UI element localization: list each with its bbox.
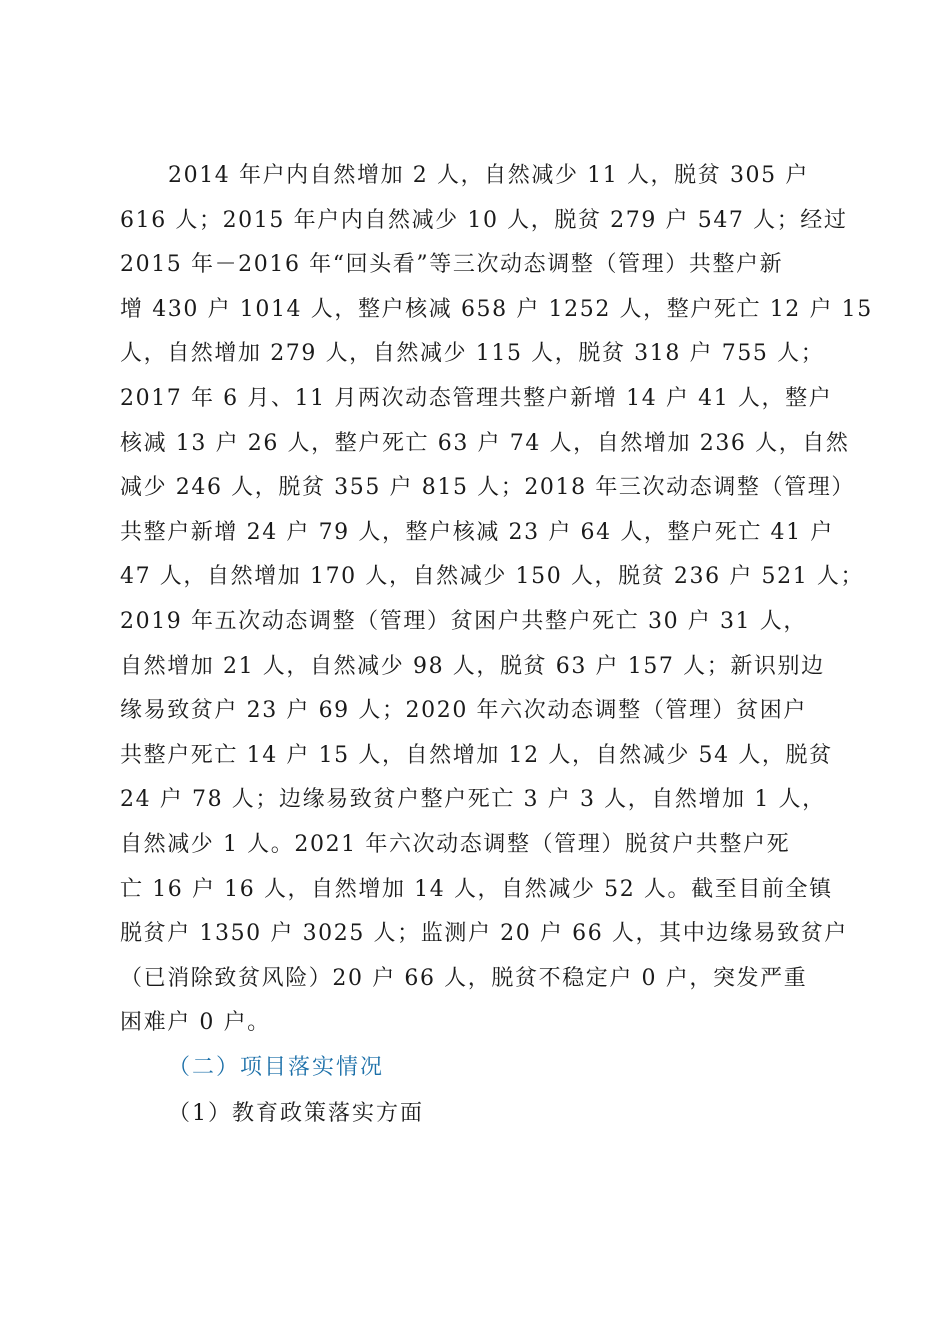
- paragraph-line: 2015 年－2016 年“回头看”等三次动态调整（管理）共整户新: [120, 252, 784, 278]
- sub-heading: （1）教育政策落实方面: [168, 1101, 424, 1126]
- paragraph-line: 自然增加 21 人，自然减少 98 人，脱贫 63 户 157 人；新识别边: [120, 653, 825, 679]
- paragraph-line: 脱贫户 1350 户 3025 人；监测户 20 户 66 人，其中边缘易致贫户: [120, 921, 848, 947]
- paragraph-line: 共整户新增 24 户 79 人，整户核减 23 户 64 人，整户死亡 41 户: [120, 519, 834, 545]
- paragraph-line: 亡 16 户 16 人，自然增加 14 人，自然减少 52 人。截至目前全镇: [120, 876, 833, 902]
- paragraph-line: 减少 246 人，脱贫 355 户 815 人；2018 年三次动态调整（管理）: [120, 475, 855, 501]
- paragraph-line: 616 人；2015 年户内自然减少 10 人，脱贫 279 户 547 人；经过: [120, 207, 848, 233]
- paragraph-line: 47 人，自然增加 170 人，自然减少 150 人，脱贫 236 户 521 人；: [120, 564, 865, 590]
- paragraph-line: 24 户 78 人；边缘易致贫户整户死亡 3 户 3 人，自然增加 1 人，: [120, 787, 826, 813]
- paragraph-line: 2019 年五次动态调整（管理）贫困户共整户死亡 30 户 31 人，: [120, 608, 807, 634]
- paragraph-line: 自然减少 1 人。2021 年六次动态调整（管理）脱贫户共整户死: [120, 831, 791, 857]
- paragraph-line: 2014 年户内自然增加 2 人，自然减少 11 人，脱贫 305 户: [168, 163, 809, 188]
- section-heading: （二）项目落实情况: [168, 1055, 385, 1080]
- paragraph-line: 增 430 户 1014 人，整户核减 658 户 1252 人，整户死亡 12 户 15: [120, 296, 873, 322]
- paragraph-line: 人，自然增加 279 人，自然减少 115 人，脱贫 318 户 755 人；: [120, 341, 825, 367]
- paragraph-line: （已消除致贫风险）20 户 66 人，脱贫不稳定户 0 户，突发严重: [120, 965, 808, 991]
- paragraph-line: 核减 13 户 26 人，整户死亡 63 户 74 人，自然增加 236 人，自然: [120, 430, 850, 456]
- body-paragraph: [120, 154, 873, 1046]
- paragraph-line: 困难户 0 户。: [120, 1010, 271, 1036]
- paragraph-line: 缘易致贫户 23 户 69 人；2020 年六次动态调整（管理）贫困户: [120, 698, 807, 724]
- paragraph-line: 共整户死亡 14 户 15 人，自然增加 12 人，自然减少 54 人，脱贫: [120, 742, 833, 768]
- paragraph-line: 2017 年 6 月、11 月两次动态管理共整户新增 14 户 41 人，整户: [120, 385, 833, 411]
